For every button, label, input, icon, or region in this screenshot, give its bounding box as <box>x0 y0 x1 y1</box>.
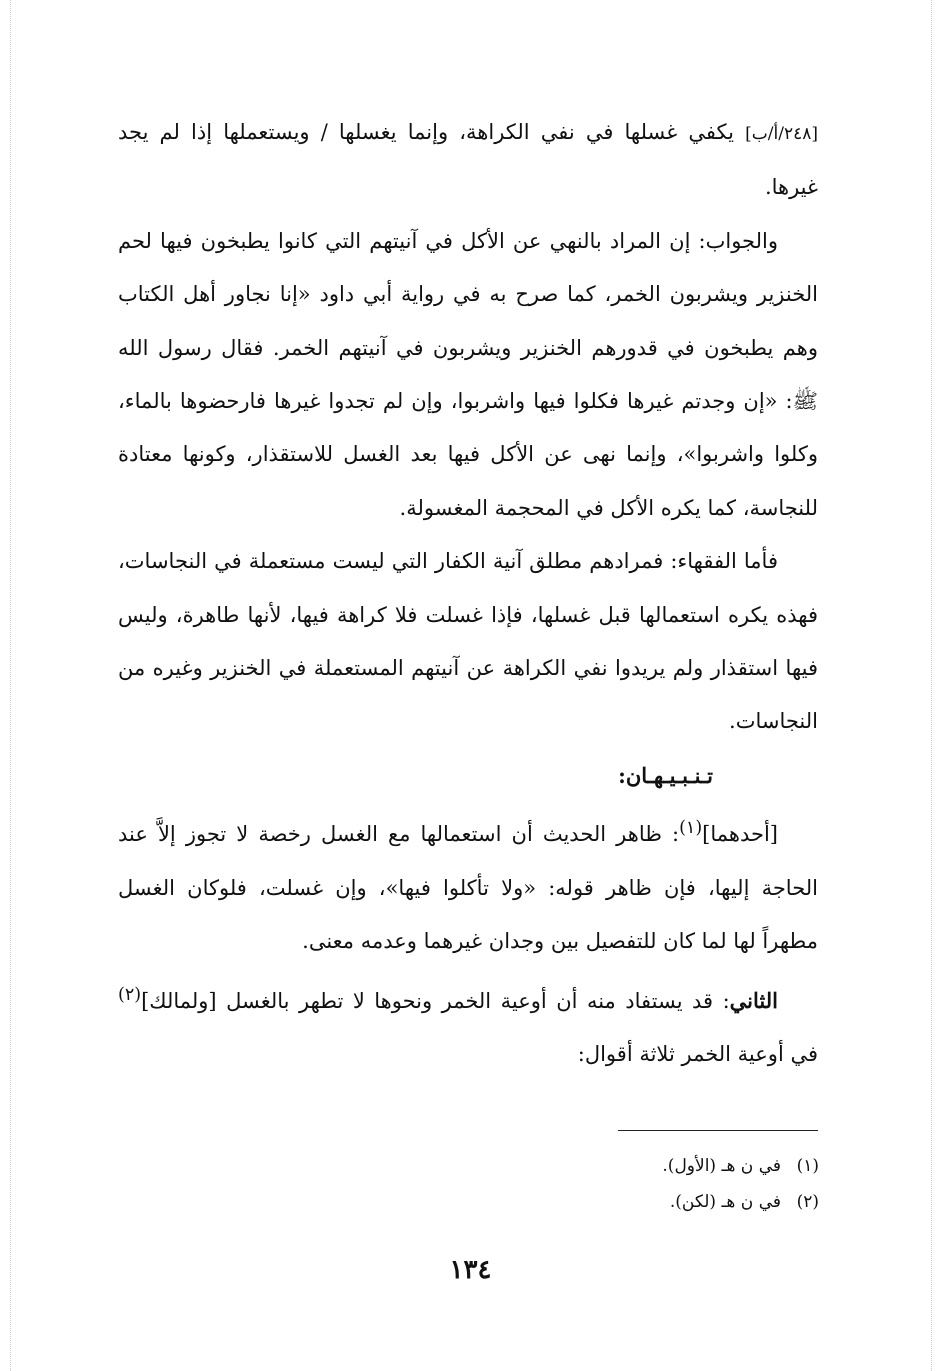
footnote-item <box>419 1148 819 1184</box>
footnote-ref-2: (٢) <box>118 984 142 1005</box>
first-note-label: [أحدهما] <box>702 822 778 847</box>
footnote-item <box>419 1184 819 1220</box>
page-number: ١٣٤ <box>449 1255 492 1285</box>
paragraph-opening <box>118 106 818 215</box>
footnote-text: في ن هـ (لكن). <box>669 1192 781 1212</box>
footnote-text: في ن هـ (الأول). <box>662 1156 781 1176</box>
footnotes <box>419 1148 819 1220</box>
page-body <box>118 106 818 1081</box>
paragraph-answer: والجواب: إن المراد بالنهي عن الأكل في آنيتهم التي كانوا يطبخون فيها لحم الخنزير ويشربون الخمر، كما صرح به في رواية أبي داود «إنا نجاور أهل الكتاب وهم يطبخون في قدورهم الخنزير ويشربون في آنيتهم الخمر. فقال رسول الله ﷺ: «إن وجدتم غيرها فكلوا فيها واشربوا، وإن لم تجدوا غيرها فارحضوها بالماء، وكلوا واشربوا»، وإنما نهى عن الأكل فيها بعد الغسل للاستقذار، وكونها معتادة للنجاسة، كما يكره الأكل في المحجمة المغسولة. <box>118 228 819 520</box>
footnote-separator <box>618 1130 818 1131</box>
footnote-number: (٢) <box>796 1192 819 1212</box>
paragraph-first-note <box>118 802 818 968</box>
scan-edge-right <box>931 0 932 1371</box>
footnote-number: (١) <box>796 1156 819 1176</box>
footnote-ref-1: (١) <box>679 818 703 839</box>
paragraph-jurists: فأما الفقهاء: فمرادهم مطلق آنية الكفار التي ليست مستعملة في النجاسات، فهذه يكره استعمالها قبل غسلها، فإذا غسلت فلا كراهة فيها، لأنها طاهرة، وليس فيها استقذار ولم يريدوا نفي الكراهة عن آنيتهم المستعملة في الخنزير وغيره من النجاسات. <box>118 549 818 734</box>
scan-edge-left <box>10 0 11 1371</box>
second-note-text-b: في أوعية الخمر ثلاثة أقوال: <box>577 1041 818 1066</box>
first-note-text: : ظاهر الحديث أن استعمالها مع الغسل رخصة لا تجوز إلاَّ عند الحاجة إليها، فإن ظاهر قوله: «ولا تأكلوا فيها»، وإن غسلت، فلوكان الغسل مطهراً لها لما كان للتفصيل بين وجدان غيرهما وعدمه معنى. <box>118 822 818 954</box>
paragraph-second-note <box>118 969 818 1082</box>
second-note-text-a: : قد يستفاد منه أن أوعية الخمر ونحوها لا تطهر بالغسل [ولمالك] <box>141 988 730 1013</box>
section-heading: تـنـبـيـهـان: <box>618 762 713 788</box>
second-note-label: الثاني <box>729 987 778 1013</box>
margin-folio-note: [٢٤٨/أ/ب] <box>745 124 818 144</box>
paragraph-text: يكفي غسلها في نفي الكراهة، وإنما يغسلها / ويستعملها إذا لم يجد غيرها. <box>118 120 818 200</box>
